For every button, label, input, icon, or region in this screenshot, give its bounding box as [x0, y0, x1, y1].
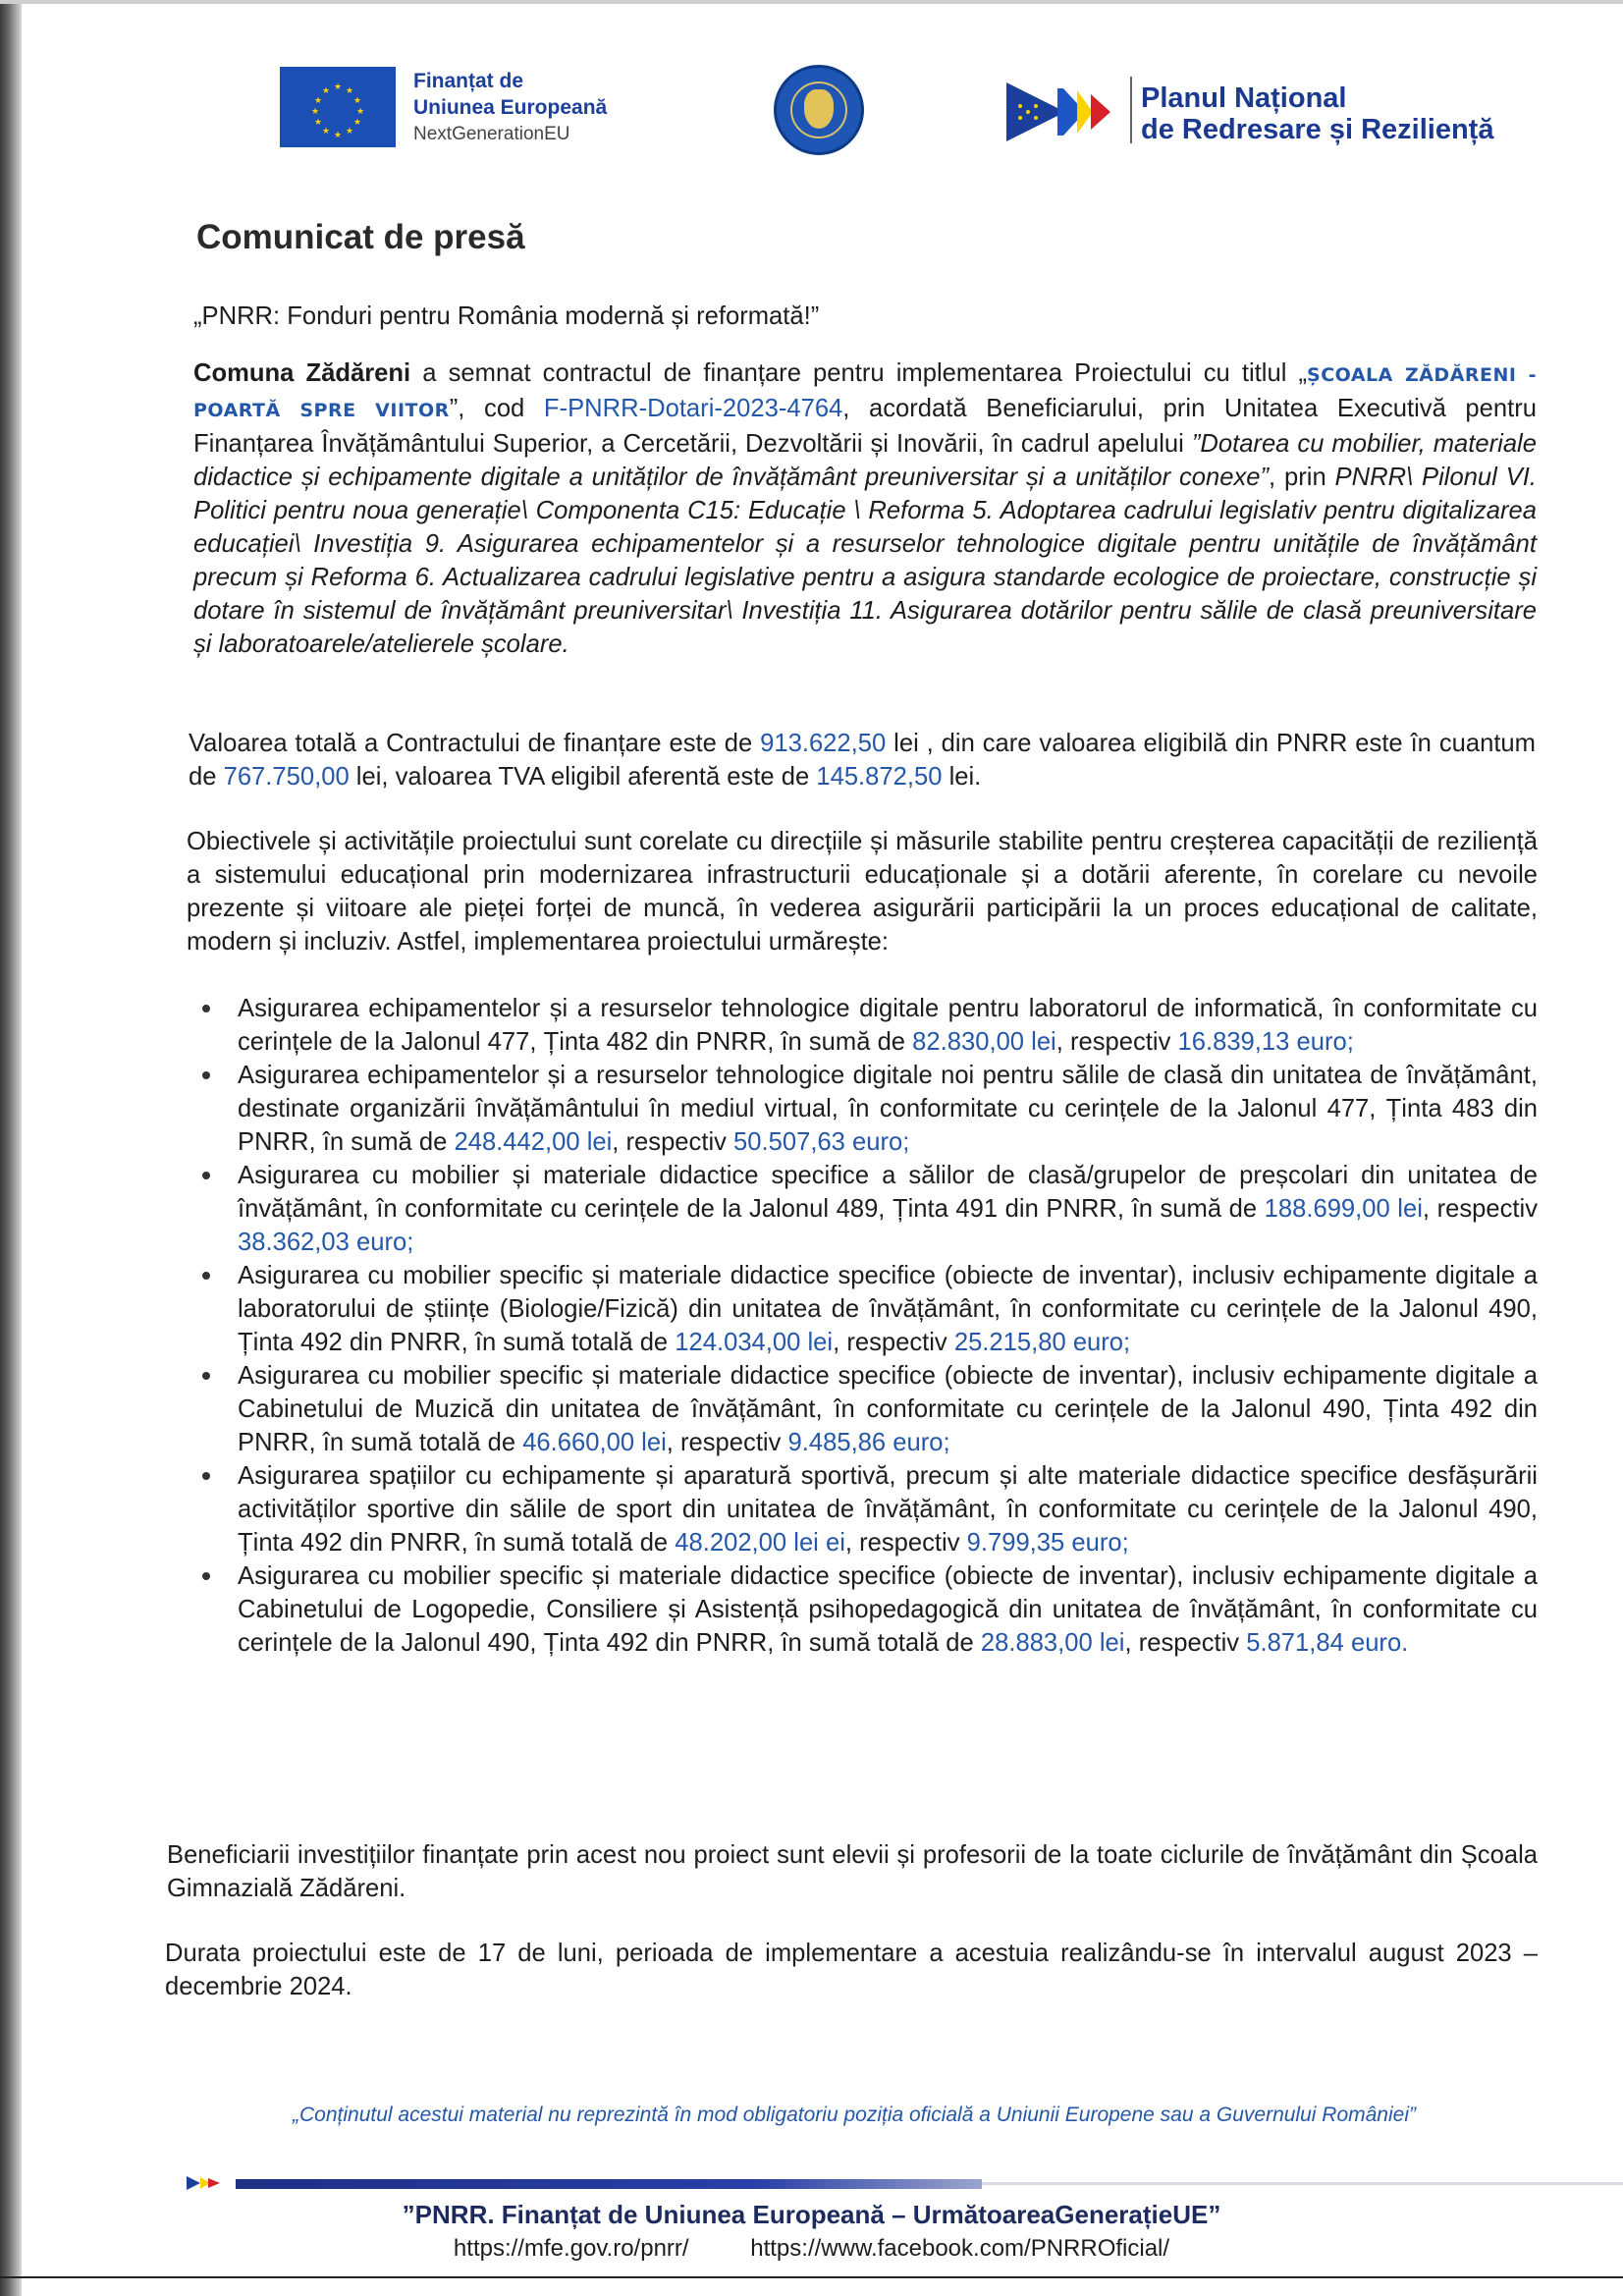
- eu-logo-line2: Uniunea Europeană: [413, 95, 608, 119]
- scan-edge: [0, 0, 22, 2296]
- duration-paragraph: Durata proiectului este de 17 de luni, perioada de implementare a acestuia realizându-se în intervalul august 2023 – decembrie 2024.: [165, 1940, 1538, 2000]
- amount-lei: 124.034,00 lei: [675, 1329, 834, 1356]
- amount-euro: 25.215,80 euro;: [953, 1329, 1131, 1356]
- link-facebook[interactable]: https://www.facebook.com/PNRROficial/: [750, 2235, 1170, 2262]
- objectives-paragraph: Obiectivele și activitățile proiectului sunt corelate cu direcțiile și măsurile stabilite pentru creșterea capacității de reziliență a sistemului educațional prin modernizarea infrastructurii educaționale și a dotării aferente, în corelare cu nevoile prezente și viitoare ale pieței forței de muncă, în vederea asigurării participării la un proces educațional de calitate, modern și incluziv. Astfel, implementarea proiectului urmărește:: [187, 828, 1538, 956]
- list-item: Asigurarea spațiilor cu echipamente și aparatură sportivă, precum și alte materiale didactice specifice desfășurării activităților sportive din sălile de sport din unitatea de învățământ, în conformitate cu cerințele de la Jalonul 490, Ținta 492 din PNRR, în sumă totală de 48.202,00 lei ei, respectiv 9.799,35 euro;: [196, 1459, 1538, 1559]
- intro-text-2: ”, cod: [449, 395, 544, 422]
- amount-lei: 46.660,00 lei: [522, 1429, 667, 1456]
- activities-list: [196, 992, 1538, 1660]
- amount-lei: 48.202,00 lei ei: [675, 1529, 845, 1557]
- value-text-3: lei, valoarea TVA eligibil aferentă este de: [349, 763, 817, 791]
- contract-value-paragraph: [189, 727, 1536, 793]
- link-mfe[interactable]: https://mfe.gov.ro/pnrr/: [453, 2235, 689, 2262]
- amount-lei: 82.830,00 lei: [912, 1028, 1056, 1056]
- amount-euro: 38.362,03 euro;: [238, 1229, 414, 1256]
- project-code: F-PNRR-Dotari-2023-4764: [543, 395, 843, 422]
- amount-lei: 28.883,00 lei: [980, 1629, 1125, 1657]
- amount-euro: 9.799,35 euro;: [966, 1529, 1129, 1557]
- pnrr-logo-line2: de Redresare și Reziliență: [1141, 114, 1494, 145]
- disclaimer: „Conținutul acestui material nu reprezintă în mod obligatoriu poziția oficială a Uniunii Europene sau a Guvernului României”: [293, 2104, 1416, 2126]
- amount-lei: 188.699,00 lei: [1264, 1195, 1423, 1223]
- call-name: ”Dotarea cu mobilier, materiale didactice și echipamente digitale a unităților de învățământ preuniversitar și a unităților conexe”: [193, 430, 1537, 491]
- page-title: Comunicat de presă: [196, 218, 525, 256]
- amount-euro: 9.485,86 euro;: [787, 1429, 950, 1456]
- eligible-value: 767.750,00: [223, 763, 350, 791]
- amount-euro: 16.839,13 euro;: [1177, 1028, 1354, 1056]
- bottom-divider: [0, 2276, 1623, 2278]
- eu-logo-line1: Finanțat de: [413, 69, 524, 92]
- intro-text-3: , acordată Beneficiarului, prin Unitatea Executivă pentru Finanțarea Învățământului Superior, a Cercetării, Dezvoltării și Inovării, în cadrul apelului: [193, 395, 1538, 458]
- value-text-2: lei , din care valoarea eligibilă din PNRR este în cuantum de: [189, 730, 1536, 791]
- list-item: Asigurarea cu mobilier specific și materiale didactice specifice (obiecte de inventar), inclusiv echipamente digitale a Cabinetului de Muzică din unitatea de învățământ, în conformitate cu cerințele de la Jalonul 490, Ținta 492 din PNRR, în sumă totală de 46.660,00 lei, respectiv 9.485,86 euro;: [196, 1359, 1538, 1459]
- amount-lei: 248.442,00 lei: [454, 1128, 613, 1156]
- pnrr-arrow-icon: [1006, 77, 1114, 147]
- beneficiary-name: Comuna Zădăreni: [193, 359, 411, 387]
- amount-euro: 50.507,63 euro;: [733, 1128, 910, 1156]
- list-item: Asigurarea echipamentelor și a resurselor tehnologice digitale noi pentru sălile de clasă din unitatea de învățământ, destinate organizării învățământului în mediul virtual, în conformitate cu cerințele de la Jalonul 477, Ținta 483 din PNRR, în sumă de 248.442,00 lei, respectiv 50.507,63 euro;: [196, 1059, 1538, 1159]
- eu-flag-icon: ★ ★ ★ ★ ★ ★ ★ ★ ★ ★ ★ ★: [280, 67, 396, 147]
- intro-text-1: a semnat contractul de finanțare pentru implementarea Proiectului cu titlul „: [410, 359, 1308, 387]
- footer-arrow-icon: [187, 2174, 222, 2192]
- government-seal-icon: [774, 65, 864, 155]
- list-item: Asigurarea cu mobilier specific și materiale didactice specifice (obiecte de inventar), inclusiv echipamente digitale a laboratorului de științe (Biologie/Fizică) din unitatea de învățământ, în conformitate cu cerințele de la Jalonul 490, Ținta 492 din PNRR, în sumă totală de 124.034,00 lei, respectiv 25.215,80 euro;: [196, 1259, 1538, 1359]
- pnrr-logo-line1: Planul Național: [1141, 82, 1347, 114]
- vat-value: 145.872,50: [816, 763, 943, 791]
- programme-reference: PNRR\ Pilonul VI. Politici pentru noua generație\ Componenta C15: Educație \ Reforma 5. Adoptarea cadrului legislativ pentru digitalizarea educației\ Investiția 9. Asigurarea echipamentelor și a resurselor tehnologice digitale pentru unitățile de învățământ precum și Reforma 6. Actualizarea cadrului legislative pentru a asigura standarde ecologice de proiectare, construcție și dotare în sistemul de învățământ preuniversitar\ Investiția 11. Asigurarea dotărilor pentru sălile de clasă preuniversitare și laboratoarele/atelierele școlare.: [193, 464, 1537, 658]
- value-text-4: lei.: [942, 763, 982, 791]
- list-item: Asigurarea cu mobilier și materiale didactice specifice a sălilor de clasă/grupelor de preșcolari din unitatea de învățământ, în conformitate cu cerințele de la Jalonul 489, Ținta 491 din PNRR, în sumă de 188.699,00 lei, respectiv 38.362,03 euro;: [196, 1159, 1538, 1259]
- value-text-1: Valoarea totală a Contractului de finanțare este de: [189, 730, 761, 757]
- footer-bar: [187, 2170, 1502, 2196]
- project-title: ȘCOALA ZĂDĂRENI - POARTĂ SPRE VIITOR: [193, 364, 1537, 421]
- intro-text-4: , prin: [1269, 464, 1335, 491]
- footer-tagline: ”PNRR. Finanțat de Uniunea Europeană – UrmătoareaGenerațieUE”: [402, 2200, 1221, 2229]
- eu-funding-logo: [280, 67, 607, 147]
- beneficiaries-paragraph: Beneficiarii investițiilor finanțate prin acest nou proiect sunt elevii și profesorii de la toate ciclurile de învățământ din Școala Gimnazială Zădăreni.: [167, 1841, 1538, 1902]
- amount-euro: 5.871,84 euro.: [1246, 1629, 1409, 1657]
- total-value: 913.622,50: [760, 730, 887, 757]
- intro-paragraph: [193, 356, 1537, 661]
- scan-edge-top: [0, 0, 1623, 4]
- footer-links: [0, 2235, 1623, 2263]
- press-subtitle: „PNRR: Fonduri pentru România modernă și reformată!”: [193, 302, 820, 330]
- header-logos: [0, 59, 1623, 167]
- list-item: Asigurarea cu mobilier specific și materiale didactice specifice (obiecte de inventar), inclusiv echipamente digitale a Cabinetului de Logopedie, Consiliere și Asistență psihopedagogică din unitatea de învățământ, în conformitate cu cerințele de la Jalonul 490, Ținta 492 din PNRR, în sumă totală de 28.883,00 lei, respectiv 5.871,84 euro.: [196, 1559, 1538, 1660]
- list-item: Asigurarea echipamentelor și a resurselor tehnologice digitale pentru laboratorul de informatică, în conformitate cu cerințele de la Jalonul 477, Ținta 482 din PNRR, în sumă de 82.830,00 lei, respectiv 16.839,13 euro;: [196, 992, 1538, 1059]
- eu-logo-line3: NextGenerationEU: [413, 123, 570, 144]
